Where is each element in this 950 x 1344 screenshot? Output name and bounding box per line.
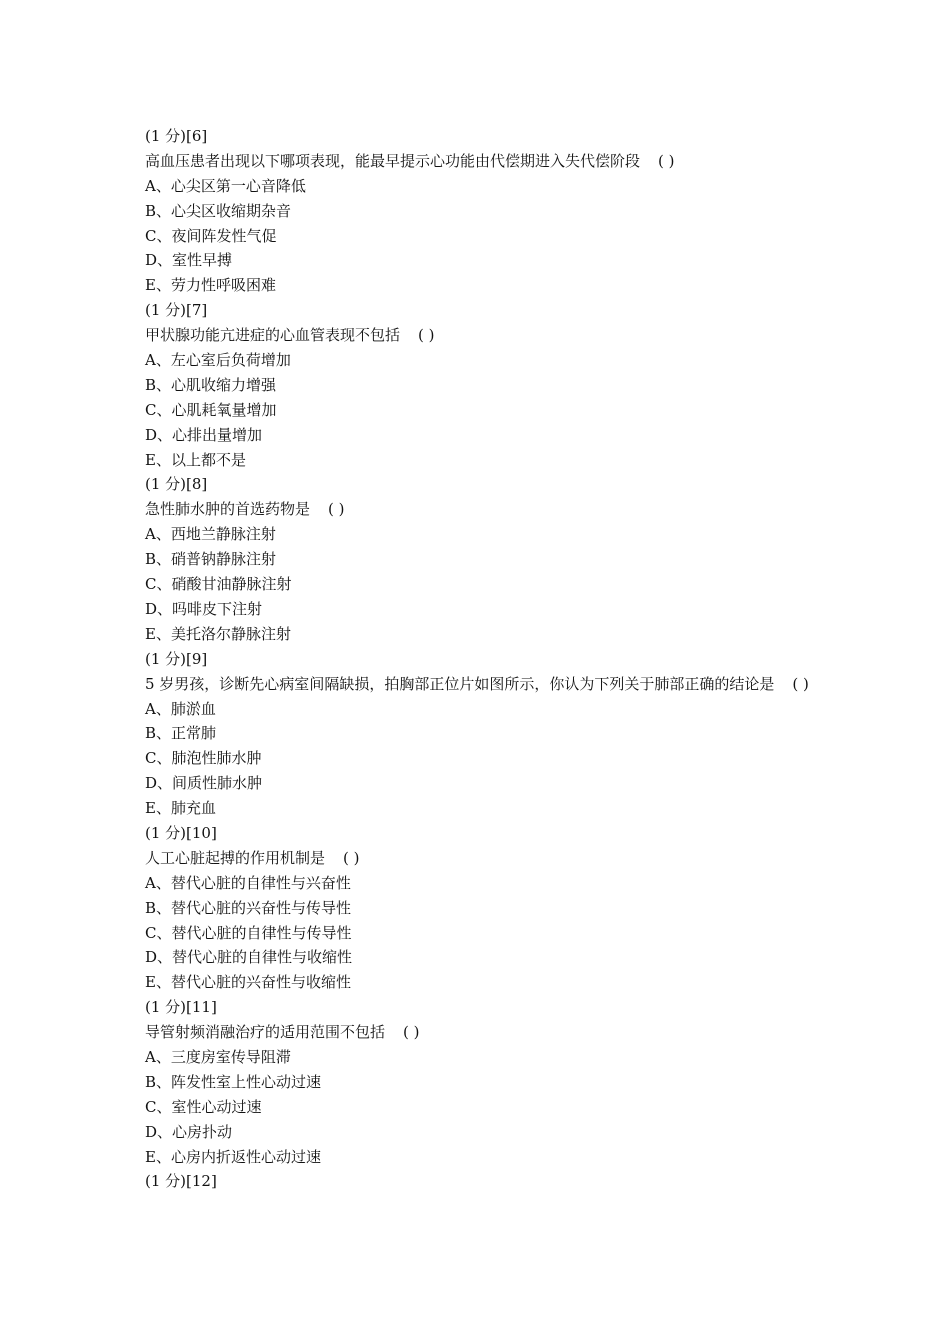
answer-bracket: ( ) <box>328 500 345 519</box>
score-label: (1 分)[9] <box>145 649 208 668</box>
option-c: C、夜间阵发性气促 <box>145 226 277 245</box>
score-label: (1 分)[6] <box>145 127 208 145</box>
question-text: 甲状腺功能亢进症的心血管表现不包括 <box>145 326 401 345</box>
answer-bracket: ( ) <box>403 1023 420 1042</box>
question-block <box>145 672 815 846</box>
question-stem <box>145 149 815 174</box>
question-block <box>145 846 815 1020</box>
option-d: D、间质性肺水肿 <box>145 774 263 793</box>
score-label: (1 分)[8] <box>145 475 208 494</box>
option-a: A、肺淤血 <box>145 699 216 718</box>
option-b: B、硝普钠静脉注射 <box>145 550 277 569</box>
option-b: B、正常肺 <box>145 724 217 743</box>
option-e: E、以上都不是 <box>145 450 246 469</box>
option-c: C、心肌耗氧量增加 <box>145 400 277 419</box>
score-label: (1 分)[10] <box>145 823 217 842</box>
score-label: (1 分)[7] <box>145 301 208 320</box>
answer-bracket: ( ) <box>418 326 435 345</box>
option-b: B、替代心脏的兴奋性与传导性 <box>145 898 352 917</box>
option-a: A、心尖区第一心音降低 <box>145 176 306 195</box>
option-c: C、硝酸甘油静脉注射 <box>145 575 292 594</box>
option-d: D、替代心脏的自律性与收缩性 <box>145 948 353 967</box>
option-e: E、替代心脏的兴奋性与收缩性 <box>145 973 351 992</box>
question-block <box>145 149 815 323</box>
option-b: B、心肌收缩力增强 <box>145 375 277 394</box>
option-a: A、替代心脏的自律性与兴奋性 <box>145 873 351 892</box>
question-text: 高血压患者出现以下哪项表现，能最早提示心功能由代偿期进入失代偿阶段 <box>145 151 641 170</box>
answer-bracket: ( ) <box>343 848 360 867</box>
option-c: C、替代心脏的自律性与传导性 <box>145 923 352 942</box>
answer-bracket: ( ) <box>792 674 809 693</box>
option-a: A、三度房室传导阻滞 <box>145 1047 291 1066</box>
option-a: A、西地兰静脉注射 <box>145 525 276 544</box>
question-stem <box>145 1020 815 1045</box>
option-a: A、左心室后负荷增加 <box>145 351 291 370</box>
option-c: C、室性心动过速 <box>145 1097 262 1116</box>
option-d: D、心房扑动 <box>145 1122 233 1141</box>
question-block <box>145 1020 815 1194</box>
question-stem <box>145 846 815 871</box>
option-e: E、肺充血 <box>145 799 216 818</box>
option-e: E、美托洛尔静脉注射 <box>145 624 291 643</box>
question-text: 导管射频消融治疗的适用范围不包括 <box>145 1023 386 1042</box>
option-d: D、吗啡皮下注射 <box>145 599 263 618</box>
option-d: D、室性早搏 <box>145 251 233 270</box>
document-page <box>145 124 815 1194</box>
question-stem <box>145 323 815 348</box>
answer-bracket: ( ) <box>658 151 675 170</box>
option-c: C、肺泡性肺水肿 <box>145 749 262 768</box>
score-label: (1 分)[11] <box>145 998 217 1017</box>
question-text: 5 岁男孩，诊断先心病室间隔缺损，拍胸部正位片如图所示，你认为下列关于肺部正确的结论是 <box>145 674 775 693</box>
question-stem <box>145 497 815 522</box>
option-b: B、阵发性室上性心动过速 <box>145 1072 322 1091</box>
question-text: 人工心脏起搏的作用机制是 <box>145 848 326 867</box>
option-e: E、劳力性呼吸困难 <box>145 276 276 295</box>
question-block <box>145 497 815 671</box>
score-label: (1 分)[12] <box>145 1172 217 1191</box>
question-stem <box>145 672 810 697</box>
question-text: 急性肺水肿的首选药物是 <box>145 500 311 519</box>
option-e: E、心房内折返性心动过速 <box>145 1147 321 1166</box>
option-b: B、心尖区收缩期杂音 <box>145 201 292 220</box>
question-block <box>145 323 815 497</box>
option-d: D、心排出量增加 <box>145 425 263 444</box>
